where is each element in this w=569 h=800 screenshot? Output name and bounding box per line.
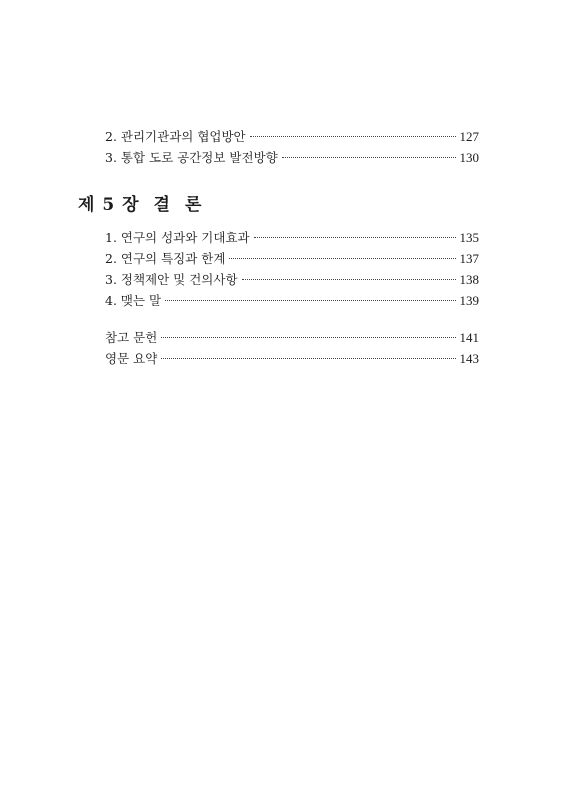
toc-dot-leader — [161, 358, 455, 359]
toc-dot-leader — [254, 237, 456, 238]
toc-entry-title: 3. 통합 도로 공간정보 발전방향 — [105, 150, 278, 165]
chapter-title-part1: 결 — [153, 195, 171, 215]
toc-dot-leader — [165, 300, 455, 301]
toc-entry-title: 2. 연구의 특징과 한계 — [105, 251, 226, 266]
toc-entry[interactable] — [105, 269, 479, 290]
toc-entry-page: 137 — [459, 251, 479, 266]
toc-entry-page: 130 — [459, 150, 479, 165]
toc-entry-title: 3. 정책제안 및 건의사항 — [105, 272, 238, 287]
toc-group-chapter5 — [105, 227, 479, 311]
toc-group-chapter4-continued — [105, 126, 479, 168]
toc-entry-page: 135 — [459, 230, 479, 245]
toc-entry-title: 영문 요약 — [105, 351, 158, 366]
toc-entry[interactable] — [105, 147, 479, 168]
toc-entry[interactable] — [105, 327, 479, 348]
toc-entry-title: 2. 관리기관과의 협업방안 — [105, 129, 246, 144]
chapter-heading — [78, 190, 202, 215]
toc-entry-page: 139 — [459, 293, 479, 308]
toc-entry-page: 138 — [459, 272, 479, 287]
toc-entry-page: 141 — [459, 330, 479, 345]
toc-entry[interactable] — [105, 126, 479, 147]
toc-entry-page: 143 — [459, 351, 479, 366]
toc-entry-page: 127 — [459, 129, 479, 144]
toc-entry-title: 4. 맺는 말 — [105, 293, 162, 308]
toc-dot-leader — [161, 337, 455, 338]
toc-dot-leader — [282, 157, 456, 158]
chapter-label: 제 5 장 — [78, 195, 140, 215]
toc-group-back-matter — [105, 327, 479, 369]
toc-entry-title: 참고 문헌 — [105, 330, 158, 345]
toc-entry[interactable] — [105, 290, 479, 311]
chapter-title-part2: 론 — [184, 195, 203, 215]
toc-dot-leader — [250, 136, 456, 137]
toc-entry[interactable] — [105, 227, 479, 248]
toc-dot-leader — [242, 279, 456, 280]
toc-entry[interactable] — [105, 348, 479, 369]
toc-entry[interactable] — [105, 248, 479, 269]
toc-dot-leader — [229, 258, 455, 259]
toc-entry-title: 1. 연구의 성과와 기대효과 — [105, 230, 250, 245]
